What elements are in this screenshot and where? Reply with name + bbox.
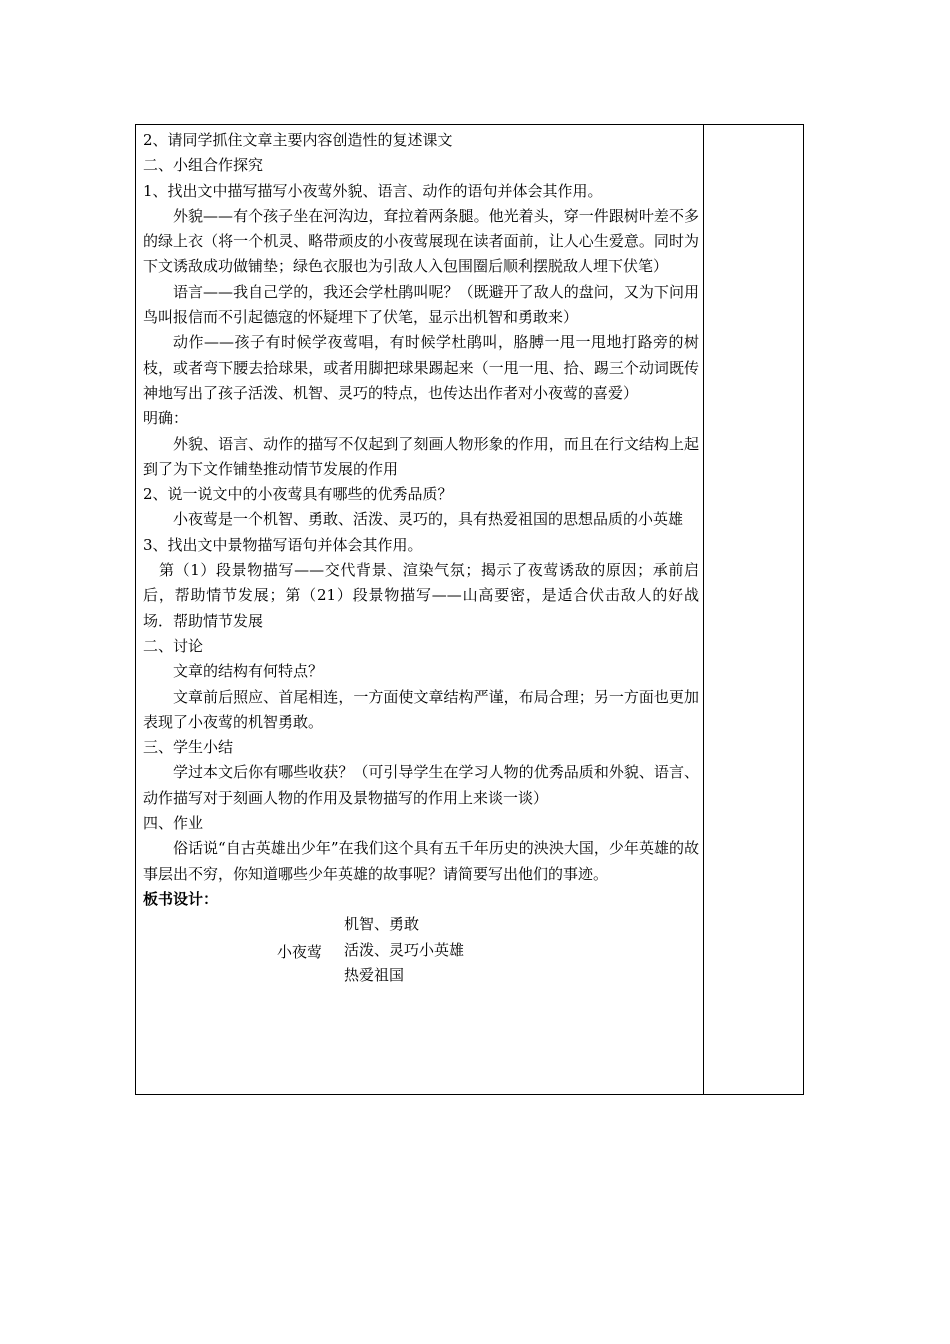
board-design [143, 912, 699, 992]
board-item: 活泼、灵巧小英雄 [344, 940, 465, 959]
table-column-divider [703, 124, 704, 1095]
heading-homework: 四、作业 [143, 814, 204, 833]
clarify-paragraph: 外貌、语言、动作的描写不仅起到了刻画人物形象的作用，而且在行文结构上起到了为下文作铺垫推动情节发展的作用 [143, 434, 699, 478]
board-design-label: 板书设计： [143, 889, 219, 908]
board-item: 机智、勇敢 [344, 915, 420, 934]
heading-summary: 三、学生小结 [143, 738, 234, 757]
homework-paragraph: 俗话说“自古英雄出少年”在我们这个具有五千年历史的泱泱大国，少年英雄的故事层出不穷，你知道哪些少年英雄的故事呢？请简要写出他们的事迹。 [143, 839, 699, 883]
clarify-label: 明确： [143, 409, 189, 428]
heading-discussion: 二、讨论 [143, 636, 204, 655]
board-center: 小夜莺 [277, 943, 323, 962]
board-item: 热爱祖国 [344, 965, 405, 984]
question-3: 3、找出文中景物描写语句并体会其作用。 [143, 535, 423, 554]
question-2: 2、说一说文中的小夜莺具有哪些的优秀品质？ [143, 485, 453, 504]
answer-3: 第（1）段景物描写——交代背景、渲染气氛；揭示了夜莺诱敌的原因；承前启后，帮助情节发展；第（21）段景物描写——山高要密，是适合伏击敌人的好战场．帮助情节发展 [143, 561, 699, 630]
appearance-paragraph: 外貌——有个孩子坐在河沟边，耷拉着两条腿。他光着头，穿一件跟树叶差不多的绿上衣（将一个机灵、略带顽皮的小夜莺展现在读者面前，让人心生爱意。同时为下文诱敌成功做铺垫；绿色衣服也为引敌人入包围圈后顺利摆脱敌人埋下伏笔） [143, 206, 699, 276]
heading-group-inquiry: 二、小组合作探究 [143, 156, 264, 175]
discussion-answer: 文章前后照应、首尾相连，一方面使文章结构严谨，布局合理；另一方面也更加表现了小夜莺的机智勇敢。 [143, 687, 699, 731]
answer-2: 小夜莺是一个机智、勇敢、活泼、灵巧的，具有热爱祖国的思想品质的小英雄 [173, 510, 684, 529]
step-retell: 2、请同学抓住文章主要内容创造性的复述课文 [143, 131, 453, 149]
question-1: 1、找出文中描写描写小夜莺外貌、语言、动作的语句并体会其作用。 [143, 181, 603, 200]
discussion-question: 文章的结构有何特点？ [173, 662, 324, 681]
board-items [344, 912, 464, 988]
lesson-content [143, 128, 699, 992]
summary-paragraph: 学过本文后你有哪些收获？（可引导学生在学习人物的优秀品质和外貌、语言、动作描写对于刻画人物的作用及景物描写的作用上来谈一谈） [143, 763, 699, 807]
action-paragraph: 动作——孩子有时候学夜莺唱，有时候学杜鹃叫，胳膊一甩一甩地打路旁的树枝，或者弯下腰去拾球果，或者用脚把球果踢起来（一甩一甩、拾、踢三个动词既传神地写出了孩子活泼、机智、灵巧的特点，也传达出作者对小夜莺的喜爱） [143, 333, 699, 402]
speech-paragraph: 语言——我自己学的，我还会学杜鹃叫呢？（既避开了敌人的盘问，又为下问用鸟叫报信而不引起德寇的怀疑埋下了伏笔，显示出机智和勇敢来） [143, 282, 699, 327]
